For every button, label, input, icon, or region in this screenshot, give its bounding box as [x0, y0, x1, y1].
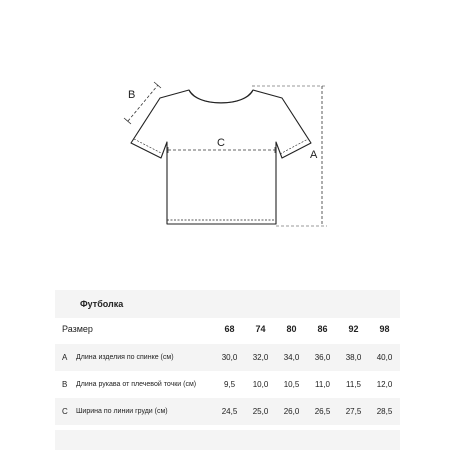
table-cell: 26,0: [283, 407, 300, 416]
table-cell: 32,0: [252, 353, 269, 362]
row-label: Длина рукава от плечевой точки (см): [76, 381, 197, 388]
size-table: [55, 290, 400, 425]
table-cell: 26,5: [314, 407, 331, 416]
table-title: Футболка: [55, 290, 400, 318]
size-col: 86: [317, 324, 328, 334]
tshirt-outline: [131, 90, 311, 224]
table-cell: 10,5: [283, 380, 300, 389]
table-cell: 30,0: [221, 353, 238, 362]
table-row: [55, 398, 400, 425]
table-row: [55, 344, 400, 371]
table-cell: 24,5: [221, 407, 238, 416]
size-col: 74: [255, 324, 266, 334]
table-cell: 38,0: [345, 353, 362, 362]
table-cell: 9,5: [223, 380, 236, 389]
table-cell: 27,5: [345, 407, 362, 416]
table-cell: 11,0: [315, 380, 330, 389]
table-cell: 40,0: [376, 353, 393, 362]
row-letter: B: [62, 380, 68, 389]
label-a: A: [310, 149, 318, 161]
table-cell: 11,5: [346, 380, 361, 389]
size-col: 68: [224, 324, 235, 334]
table-cell: 28,5: [376, 407, 393, 416]
row-letter: A: [62, 353, 68, 362]
table-cell: 10,0: [252, 380, 269, 389]
table-cell: 34,0: [283, 353, 300, 362]
table-cell: 36,0: [314, 353, 331, 362]
bottom-band: [55, 430, 400, 450]
table-cell: 25,0: [252, 407, 269, 416]
size-header-row: [55, 318, 400, 340]
size-label: Размер: [62, 324, 93, 334]
row-label: Длина изделия по спинке (см): [76, 354, 174, 361]
row-label: Ширина по линии груди (см): [76, 408, 168, 415]
table-row: [55, 371, 400, 398]
label-b: B: [128, 89, 136, 101]
label-c: C: [217, 137, 225, 149]
size-col: 98: [379, 324, 390, 334]
size-col: 92: [348, 324, 359, 334]
table-cell: 12,0: [376, 380, 393, 389]
row-letter: C: [62, 407, 68, 416]
size-col: 80: [286, 324, 297, 334]
